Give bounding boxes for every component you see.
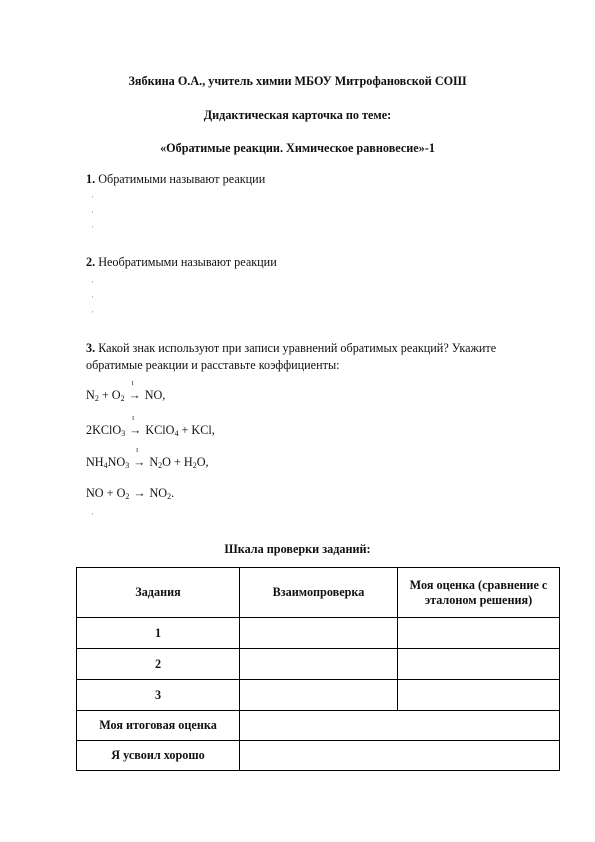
reaction-arrow-icon: → t <box>133 446 146 469</box>
equation-1: $N_2 + O_2$ → t NO, <box>86 379 166 403</box>
question-2 <box>86 255 277 270</box>
question-1-text: Обратимыми называют реакции <box>98 172 266 186</box>
table-row <box>77 711 560 741</box>
learned-well-label: Я усвоил хорошо <box>77 741 240 771</box>
question-1-number: 1. <box>86 172 96 186</box>
self-assessment-cell[interactable] <box>398 649 560 680</box>
blank-marker: ' <box>92 225 94 233</box>
task-number: 1 <box>77 618 240 649</box>
card-subtitle: Дидактическая карточка по теме: <box>203 108 392 122</box>
peer-review-cell[interactable] <box>240 680 398 711</box>
header-self-assessment: Моя оценка (сравнение с эталоном решения) <box>398 568 560 618</box>
self-assessment-cell[interactable] <box>398 618 560 649</box>
learned-well-cell[interactable] <box>240 741 560 771</box>
equation-3: $NH_4NO_3$ → t $N_2O + H_2O$, <box>86 446 209 470</box>
peer-review-cell[interactable] <box>240 649 398 680</box>
header-peer-review: Взаимопроверка <box>240 568 398 618</box>
question-3-number: 3. <box>86 341 96 355</box>
scale-title: Шкала проверки заданий: <box>224 542 371 556</box>
reaction-arrow-icon: → t <box>128 379 141 402</box>
table-row <box>77 649 560 680</box>
final-grade-cell[interactable] <box>240 711 560 741</box>
question-3-line-2: обратимые реакции и расставьте коэффициенты: <box>86 358 340 372</box>
final-grade-label: Моя итоговая оценка <box>77 711 240 741</box>
blank-marker: ' <box>92 210 94 218</box>
question-3-line-1: Какой знак используют при записи уравнений обратимых реакций? Укажите <box>98 341 497 355</box>
card-title: «Обратимые реакции. Химическое равновесие»-1 <box>160 141 435 155</box>
question-3 <box>86 341 496 356</box>
blank-marker: ' <box>92 295 94 303</box>
table-row <box>77 618 560 649</box>
reaction-arrow-icon: → t <box>129 414 142 437</box>
author-line: Зябкина О.А., учитель химии МБОУ Митрофановской СОШ <box>128 74 467 88</box>
equation-2: 2KClO$_3$ → t KClO$_4$ + KCl, <box>86 414 215 438</box>
reaction-arrow-icon: → <box>133 486 146 500</box>
question-1 <box>86 172 265 187</box>
blank-marker: ' <box>92 512 94 520</box>
task-number: 2 <box>77 649 240 680</box>
peer-review-cell[interactable] <box>240 618 398 649</box>
question-2-text: Необратимыми называют реакции <box>98 255 277 269</box>
question-2-number: 2. <box>86 255 96 269</box>
table-row <box>77 741 560 771</box>
table-header-row <box>77 568 560 618</box>
check-scale-table <box>76 567 560 771</box>
self-assessment-cell[interactable] <box>398 680 560 711</box>
table-row <box>77 680 560 711</box>
task-number: 3 <box>77 680 240 711</box>
header-tasks: Задания <box>77 568 240 618</box>
blank-marker: ' <box>92 195 94 203</box>
equation-4: NO + $O_2$ → $NO_2$. <box>86 486 175 501</box>
blank-marker: ' <box>92 280 94 288</box>
blank-marker: ' <box>92 310 94 318</box>
